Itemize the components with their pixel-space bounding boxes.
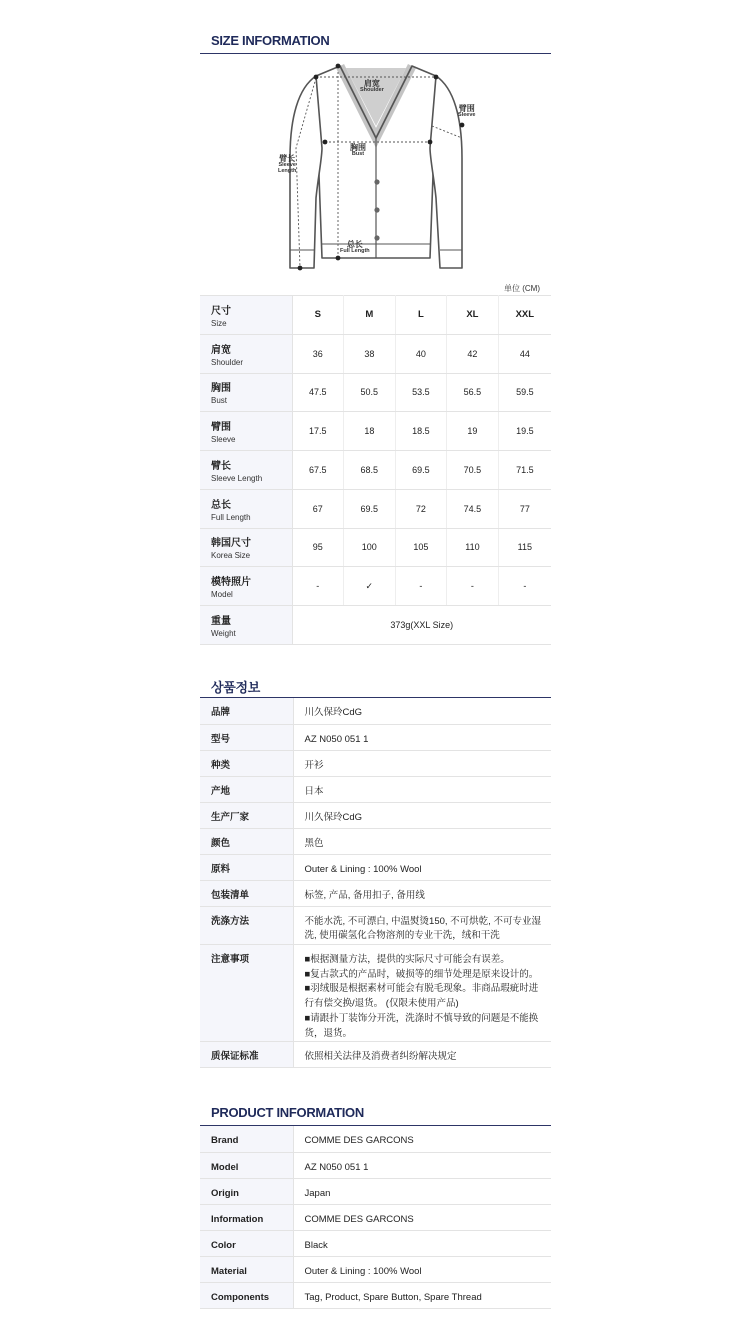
size-value-cell: 17.5 <box>292 412 344 451</box>
info-row <box>200 854 551 880</box>
korean-info-table <box>200 698 551 1068</box>
row-header <box>200 373 292 412</box>
info-value-line: 洗, 使用碳氢化合物溶剂的专业干洗，绒和干洗 <box>304 930 500 942</box>
product-key: Information <box>200 1204 293 1230</box>
product-value: AZ N050 051 1 <box>293 1152 551 1178</box>
size-value-cell: 68.5 <box>344 451 396 490</box>
size-value-cell: 110 <box>447 528 499 567</box>
size-column-label: M <box>344 296 396 335</box>
product-row <box>200 1204 551 1230</box>
size-section-title: SIZE INFORMATION <box>211 33 330 48</box>
sleeve-length-label-zh: 臂长 <box>279 154 296 163</box>
size-value-cell: 59.5 <box>498 373 551 412</box>
full-length-label <box>340 241 370 255</box>
info-key: 原料 <box>200 854 293 880</box>
info-value <box>293 698 551 724</box>
size-value-cell: - <box>447 567 499 606</box>
full-length-label-en: Full Length <box>340 248 370 255</box>
info-value <box>293 828 551 854</box>
info-value-line: 不能水洗, 不可漂白, 中温熨烫150, 不可烘乾, 不可专业湿 <box>304 915 541 927</box>
product-value: Outer & Lining : 100% Wool <box>293 1256 551 1282</box>
size-value-cell: 69.5 <box>344 489 396 528</box>
size-value-cell: 18 <box>344 412 396 451</box>
row-header-zh: 尺寸 <box>211 305 231 317</box>
size-value-cell: 95 <box>292 528 344 567</box>
row-header-zh: 肩宽 <box>211 344 231 356</box>
row-header-en: Weight <box>211 628 236 638</box>
info-value-line: 开衫 <box>304 759 324 771</box>
info-row <box>200 1042 551 1068</box>
row-header-zh: 重量 <box>211 615 231 627</box>
size-value-cell: 56.5 <box>447 373 499 412</box>
size-column-label: XXL <box>498 296 551 335</box>
row-header <box>200 412 292 451</box>
product-key: Model <box>200 1152 293 1178</box>
info-value-line: ■羽绒服是根据素材可能会有脱毛现象。非商品瑕疵时进 <box>304 983 539 995</box>
info-value-line: 日本 <box>304 785 324 797</box>
info-value-line: 川久保玲CdG <box>304 811 363 823</box>
row-header <box>200 567 292 606</box>
shoulder-label-zh: 肩宽 <box>363 79 380 88</box>
info-row <box>200 750 551 776</box>
sleeve-length-label <box>278 155 296 175</box>
size-value-cell: - <box>498 567 551 606</box>
info-value-line: 依照相关法律及消费者纠纷解决规定 <box>304 1051 457 1063</box>
row-header-en: Model <box>211 590 233 600</box>
size-value-cell: 67 <box>292 489 344 528</box>
info-row <box>200 906 551 944</box>
info-value-line: 川久保玲CdG <box>304 707 363 718</box>
info-value-line: AZ N050 051 1 <box>304 733 369 745</box>
row-header-zh: 模特照片 <box>211 577 251 589</box>
size-row <box>200 412 551 451</box>
info-key: 种类 <box>200 750 293 776</box>
info-key: 生产厂家 <box>200 802 293 828</box>
info-key: 产地 <box>200 776 293 802</box>
size-value-cell: 77 <box>498 489 551 528</box>
info-value <box>293 880 551 906</box>
product-key: Color <box>200 1230 293 1256</box>
product-row <box>200 1126 551 1152</box>
row-header <box>200 606 292 645</box>
info-value-line: ■根据测量方法，提供的实际尺寸可能会有误差。 <box>304 953 510 965</box>
product-row <box>200 1230 551 1256</box>
row-header-zh: 韩国尺寸 <box>211 538 251 550</box>
size-section-divider <box>200 53 551 54</box>
weight-value: 373g(XXL Size) <box>292 606 551 645</box>
product-value: Japan <box>293 1178 551 1204</box>
size-value-cell: 105 <box>395 528 447 567</box>
info-row <box>200 776 551 802</box>
info-value-line: 标签, 产品, 备用扣子, 备用线 <box>304 889 425 901</box>
row-header <box>200 451 292 490</box>
product-info-table <box>200 1126 551 1309</box>
info-key: 品牌 <box>200 698 293 724</box>
row-header <box>200 334 292 373</box>
info-key: 颜色 <box>200 828 293 854</box>
product-key: Material <box>200 1256 293 1282</box>
size-value-cell: 71.5 <box>498 451 551 490</box>
sleeve-length-label-en-1: Sleeve <box>278 162 296 169</box>
size-value-cell: - <box>395 567 447 606</box>
size-value-cell: 40 <box>395 334 447 373</box>
row-header-zh: 臂围 <box>211 422 231 434</box>
size-row <box>200 451 551 490</box>
sleeve-label-zh: 臂围 <box>458 104 475 113</box>
info-row <box>200 698 551 724</box>
info-value <box>293 724 551 750</box>
info-value <box>293 906 551 944</box>
info-key: 型号 <box>200 724 293 750</box>
row-header-en: Bust <box>211 396 228 406</box>
info-value <box>293 802 551 828</box>
size-value-cell: 53.5 <box>395 373 447 412</box>
korean-section-title: 상품정보 <box>211 680 261 695</box>
row-header-zh: 胸围 <box>211 383 231 395</box>
size-value-cell: 69.5 <box>395 451 447 490</box>
size-column-label: XL <box>447 296 499 335</box>
size-row <box>200 489 551 528</box>
size-value-cell: 100 <box>344 528 396 567</box>
info-value <box>293 776 551 802</box>
row-header-zh: 臂长 <box>211 460 231 472</box>
info-row <box>200 828 551 854</box>
product-key: Components <box>200 1282 293 1308</box>
size-value-cell: 70.5 <box>447 451 499 490</box>
info-row <box>200 880 551 906</box>
info-row <box>200 802 551 828</box>
size-header-row <box>200 296 551 335</box>
shoulder-label <box>360 80 384 94</box>
size-row <box>200 334 551 373</box>
bust-label-en: Bust <box>351 151 365 158</box>
unit-label: 单位 (CM) <box>504 284 540 293</box>
info-value <box>293 854 551 880</box>
size-value-cell: 74.5 <box>447 489 499 528</box>
info-value-line: ■请跟扑丁装饰分开洗，洗涤时不慎导致的问题是不能换 <box>304 1012 539 1024</box>
size-value-cell: 19 <box>447 412 499 451</box>
shoulder-label-en: Shoulder <box>360 87 384 94</box>
row-header <box>200 489 292 528</box>
size-value-cell: 67.5 <box>292 451 344 490</box>
info-key: 洗涤方法 <box>200 906 293 944</box>
size-value-cell: 38 <box>344 334 396 373</box>
full-length-label-zh: 总长 <box>346 240 363 249</box>
row-header-en: Size <box>211 318 227 328</box>
sleeve-label-en: Sleeve <box>458 112 476 119</box>
info-key: 质保证标准 <box>200 1042 293 1068</box>
product-value: COMME DES GARCONS <box>293 1126 551 1152</box>
row-header <box>200 528 292 567</box>
product-key: Origin <box>200 1178 293 1204</box>
size-column-label: S <box>292 296 344 335</box>
info-row <box>200 724 551 750</box>
row-header-en: Sleeve <box>211 435 236 445</box>
info-key: 包装清单 <box>200 880 293 906</box>
product-section-title: PRODUCT INFORMATION <box>211 1105 364 1120</box>
weight-row <box>200 606 551 645</box>
size-value-cell: 18.5 <box>395 412 447 451</box>
bust-label <box>350 144 366 158</box>
product-value: Tag, Product, Spare Button, Spare Thread <box>293 1282 551 1308</box>
size-value-cell: 42 <box>447 334 499 373</box>
info-value-line: 黑色 <box>304 837 324 849</box>
row-header-en: Sleeve Length <box>211 473 263 483</box>
size-value-cell: ✓ <box>344 567 396 606</box>
size-value-cell: 50.5 <box>344 373 396 412</box>
product-value: Black <box>293 1230 551 1256</box>
bust-label-zh: 胸围 <box>350 143 366 152</box>
info-key: 注意事项 <box>200 944 293 1041</box>
size-value-cell: 72 <box>395 489 447 528</box>
product-row <box>200 1152 551 1178</box>
info-value-line: ■复古款式的产品时，破损等的细节处理是原来设计的。 <box>304 968 539 980</box>
row-header-en: Shoulder <box>211 357 244 367</box>
row-header-en: Korea Size <box>211 551 251 561</box>
product-row <box>200 1256 551 1282</box>
info-value <box>293 944 551 1041</box>
size-value-cell: 47.5 <box>292 373 344 412</box>
size-value-cell: - <box>292 567 344 606</box>
product-row <box>200 1282 551 1308</box>
product-value: COMME DES GARCONS <box>293 1204 551 1230</box>
row-header-en: Full Length <box>211 512 251 522</box>
size-row <box>200 373 551 412</box>
info-value <box>293 1042 551 1068</box>
size-table <box>200 295 551 645</box>
info-value-line: Outer & Lining : 100% Wool <box>304 863 422 875</box>
info-value <box>293 750 551 776</box>
size-row <box>200 567 551 606</box>
row-header-zh: 总长 <box>211 499 231 511</box>
info-value-line: 行有偿交换/退货。 (仅限未使用产品) <box>304 998 459 1010</box>
sleeve-label <box>458 105 475 119</box>
sleeve-length-label-en-2: Length <box>278 168 297 175</box>
size-column-label: L <box>395 296 447 335</box>
size-row <box>200 528 551 567</box>
product-row <box>200 1178 551 1204</box>
size-value-cell: 115 <box>498 528 551 567</box>
product-key: Brand <box>200 1126 293 1152</box>
row-header <box>200 296 292 335</box>
size-value-cell: 36 <box>292 334 344 373</box>
info-row <box>200 944 551 1041</box>
size-value-cell: 19.5 <box>498 412 551 451</box>
size-value-cell: 44 <box>498 334 551 373</box>
info-value-line: 货，退货。 <box>304 1027 353 1039</box>
